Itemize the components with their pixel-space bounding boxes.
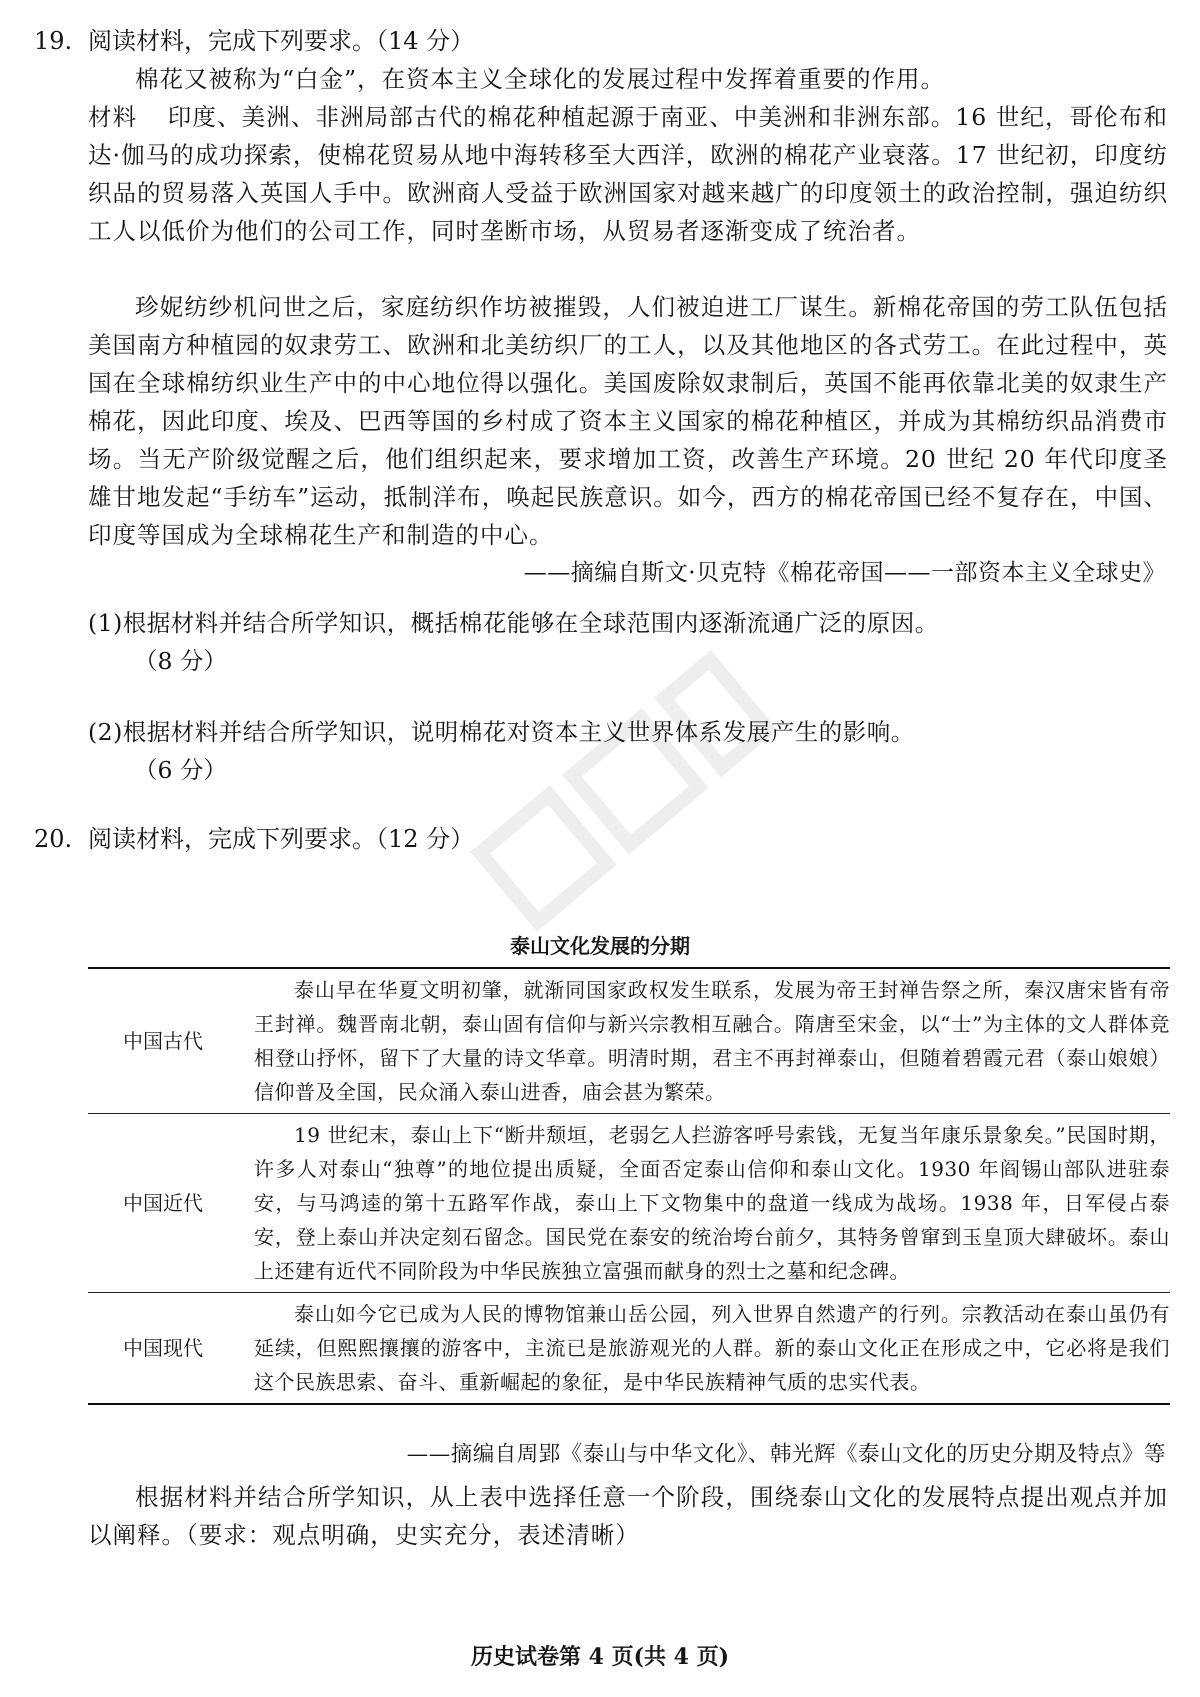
era-text-cell xyxy=(238,1293,1170,1405)
era-cell: 中国近代 xyxy=(88,1114,238,1293)
q19-heading xyxy=(34,22,474,60)
q20-task: 根据材料并结合所学知识，从上表中选择任意一个阶段，围绕泰山文化的发展特点提出观点并加以阐释。（要求：观点明确，史实充分，表述清晰） xyxy=(88,1483,1168,1549)
material-label: 材料 xyxy=(88,103,138,131)
table-title: 泰山文化发展的分期 xyxy=(510,934,690,958)
q19-material-1 xyxy=(88,98,1168,250)
era-text: 泰山早在华夏文明初肇，就渐同国家政权发生联系，发展为帝王封禅告祭之所，秦汉唐宋皆有帝王封禅。魏晋南北朝，泰山固有信仰与新兴宗教相互融合。隋唐至宋金，以“士”为主体的文人群体竞相登山抒怀，留下了大量的诗文华章。明清时期，君主不再封禅泰山，但随着碧霞元君（泰山娘娘）信仰普及全国，民众涌入泰山进香，庙会甚为繁荣。 xyxy=(254,978,1170,1104)
q19-sub2-score: （6 分） xyxy=(134,756,227,784)
q20-heading xyxy=(34,820,474,858)
taishan-table xyxy=(88,967,1170,1405)
page-footer: 历史试卷第 4 页(共 4 页) xyxy=(470,1644,730,1670)
era-text-cell xyxy=(238,968,1170,1114)
q20-prompt: 阅读材料，完成下列要求。（12 分） xyxy=(88,825,475,853)
q19-intro: 棉花又被称为“白金”，在资本主义全球化的发展过程中发挥着重要的作用。 xyxy=(135,65,946,93)
era-text-cell xyxy=(238,1114,1170,1293)
table-row xyxy=(88,1114,1170,1293)
era-text: 19 世纪末，泰山上下“断井颓垣，老弱乞人拦游客呼号索钱，无复当年康乐景象矣。”民国时期，许多人对泰山“独尊”的地位提出质疑，全面否定泰山信仰和泰山文化。1930 年阎锡山部队进驻泰安，与马鸿逵的第十五路军作战，泰山上下文物集中的盘道一线成为战场。1938 年，日军侵占泰安，登上泰山并决定刻石留念。国民党在泰安的统治垮台前夕，其特务曾窜到玉皇顶大肆破坏。泰山上还建有近代不同阶段为中华民族独立富强而献身的烈士之墓和纪念碑。 xyxy=(254,1123,1170,1283)
material-text-1: 印度、美洲、非洲局部古代的棉花种植起源于南亚、中美洲和非洲东部。16 世纪，哥伦布和达·伽马的成功探索，使棉花贸易从地中海转移至大西洋，欧洲的棉花产业衰落。17 世纪初，印度纺织品的贸易落入英国人手中。欧洲商人受益于欧洲国家对越来越广的印度领土的政治控制，强迫纺织工人以低价为他们的公司工作，同时垄断市场，从贸易者逐渐变成了统治者。 xyxy=(88,103,1169,245)
q19-sub1-score: （8 分） xyxy=(134,647,227,675)
q19-prompt: 阅读材料，完成下列要求。（14 分） xyxy=(88,27,475,55)
q20-source: ——摘编自周郢《泰山与中华文化》、韩光辉《泰山文化的历史分期及特点》等 xyxy=(406,1442,1166,1467)
table-row xyxy=(88,1293,1170,1405)
q20-number: 20. xyxy=(34,825,73,853)
era-cell: 中国现代 xyxy=(88,1293,238,1405)
table-row xyxy=(88,968,1170,1114)
q19-sub2: (2)根据材料并结合所学知识，说明棉花对资本主义世界体系发展产生的影响。 xyxy=(88,718,915,746)
q19-material-2: 珍妮纺纱机问世之后，家庭纺织作坊被摧毁，人们被迫进工厂谋生。新棉花帝国的劳工队伍包括美国南方种植园的奴隶劳工、欧洲和北美纺织厂的工人，以及其他地区的各式劳工。在此过程中，英国在全球棉纺织业生产中的中心地位得以强化。美国废除奴隶制后，英国不能再依靠北美的奴隶生产棉花，因此印度、埃及、巴西等国的乡村成了资本主义国家的棉花种植区，并成为其棉纺织品消费市场。当无产阶级觉醒之后，他们组织起来，要求增加工资，改善生产环境。20 世纪 20 年代印度圣雄甘地发起“手纺车”运动，抵制洋布，唤起民族意识。如今，西方的棉花帝国已经不复存在，中国、印度等国成为全球棉花生产和制造的中心。 xyxy=(88,293,1168,549)
era-text: 泰山如今它已成为人民的博物馆兼山岳公园，列入世界自然遗产的行列。宗教活动在泰山虽仍有延续，但熙熙攘攘的游客中，主流已是旅游观光的人群。新的泰山文化正在形成之中，它必将是我们这个民族思索、奋斗、重新崛起的象征，是中华民族精神气质的忠实代表。 xyxy=(254,1302,1170,1394)
q19-source: ——摘编自斯文·贝克特《棉花帝国——一部资本主义全球史》 xyxy=(523,560,1166,586)
era-cell: 中国古代 xyxy=(88,968,238,1114)
q19-number: 19. xyxy=(34,27,73,55)
q19-sub1: (1)根据材料并结合所学知识，概括棉花能够在全球范围内逐渐流通广泛的原因。 xyxy=(88,609,939,637)
